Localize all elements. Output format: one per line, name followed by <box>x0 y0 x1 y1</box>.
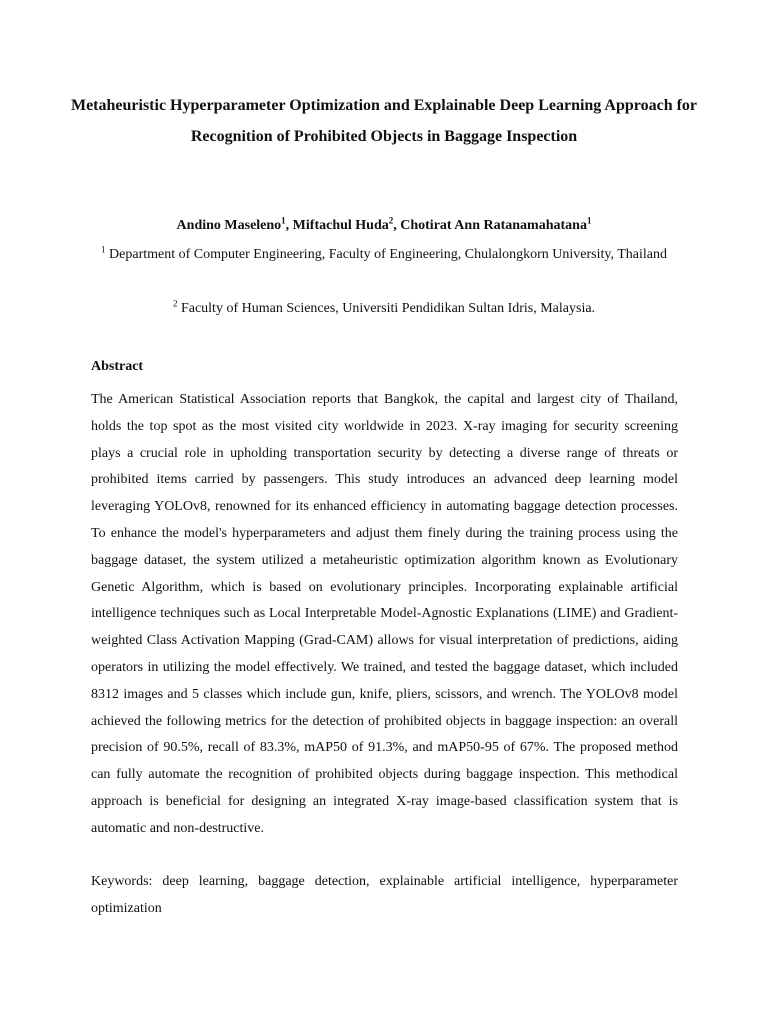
author-affiliation-mark: 2 <box>388 215 394 226</box>
author-name: Andino Maseleno <box>176 218 282 233</box>
author-list <box>60 214 708 238</box>
affiliation <box>100 241 668 268</box>
author-name: Miftachul Huda <box>292 218 389 233</box>
author-separator: , <box>285 218 293 233</box>
affiliation-text: Faculty of Human Sciences, Universiti Pendidikan Sultan Idris, Malaysia. <box>177 301 596 316</box>
keywords: Keywords: deep learning, baggage detection, explainable artificial intelligence, hyperparameter optimization <box>91 874 678 916</box>
abstract-heading: Abstract <box>91 359 144 374</box>
author-name: Chotirat Ann Ratanamahatana <box>400 218 587 233</box>
affiliation-text: Department of Computer Engineering, Faculty of Engineering, Chulalongkorn University, Thailand <box>105 247 667 262</box>
affiliation <box>100 295 668 322</box>
author-separator: , <box>393 218 401 233</box>
author-affiliation-mark: 1 <box>281 215 286 226</box>
affiliation-mark: 1 <box>101 244 106 255</box>
author-affiliation-mark: 1 <box>586 215 592 226</box>
paper-title: Metaheuristic Hyperparameter Optimization and Explainable Deep Learning Approach for Recognition of Prohibited Objects in Baggage Inspection <box>70 97 698 145</box>
affiliation-mark: 2 <box>172 298 178 309</box>
abstract-text: The American Statistical Association reports that Bangkok, the capital and largest city of Thailand, holds the top spot as the most visited city worldwide in 2023. X-ray imaging for security screening plays a crucial role in upholding transportation security by detecting a diverse range of threats or prohibited items carried by passengers. This study introduces an advanced deep learning model leveraging YOLOv8, renowned for its enhanced efficiency in automating baggage detection processes. To enhance the model's hyperparameters and adjust them finely during the training process using the baggage dataset, the system utilized a metaheuristic optimization algorithm known as Evolutionary Genetic Algorithm, which is based on evolutionary principles. Incorporating explainable artificial intelligence techniques such as Local Interpretable Model-Agnostic Explanations (LIME) and Gradient-weighted Class Activation Mapping (Grad-CAM) allows for visual interpretation of predictions, aiding operators in utilizing the model effectively. We trained, and tested the baggage dataset, which included 8312 images and 5 classes which include gun, knife, pliers, scissors, and wrench. The YOLOv8 model achieved the following metrics for the detection of prohibited objects in baggage inspection: an overall precision of 90.5%, recall of 83.3%, mAP50 of 91.3%, and mAP50-95 of 67%. The proposed method can fully automate the recognition of prohibited objects during baggage inspection. This methodical approach is beneficial for designing an integrated X-ray image-based classification system that is automatic and non-destructive. <box>91 392 678 836</box>
